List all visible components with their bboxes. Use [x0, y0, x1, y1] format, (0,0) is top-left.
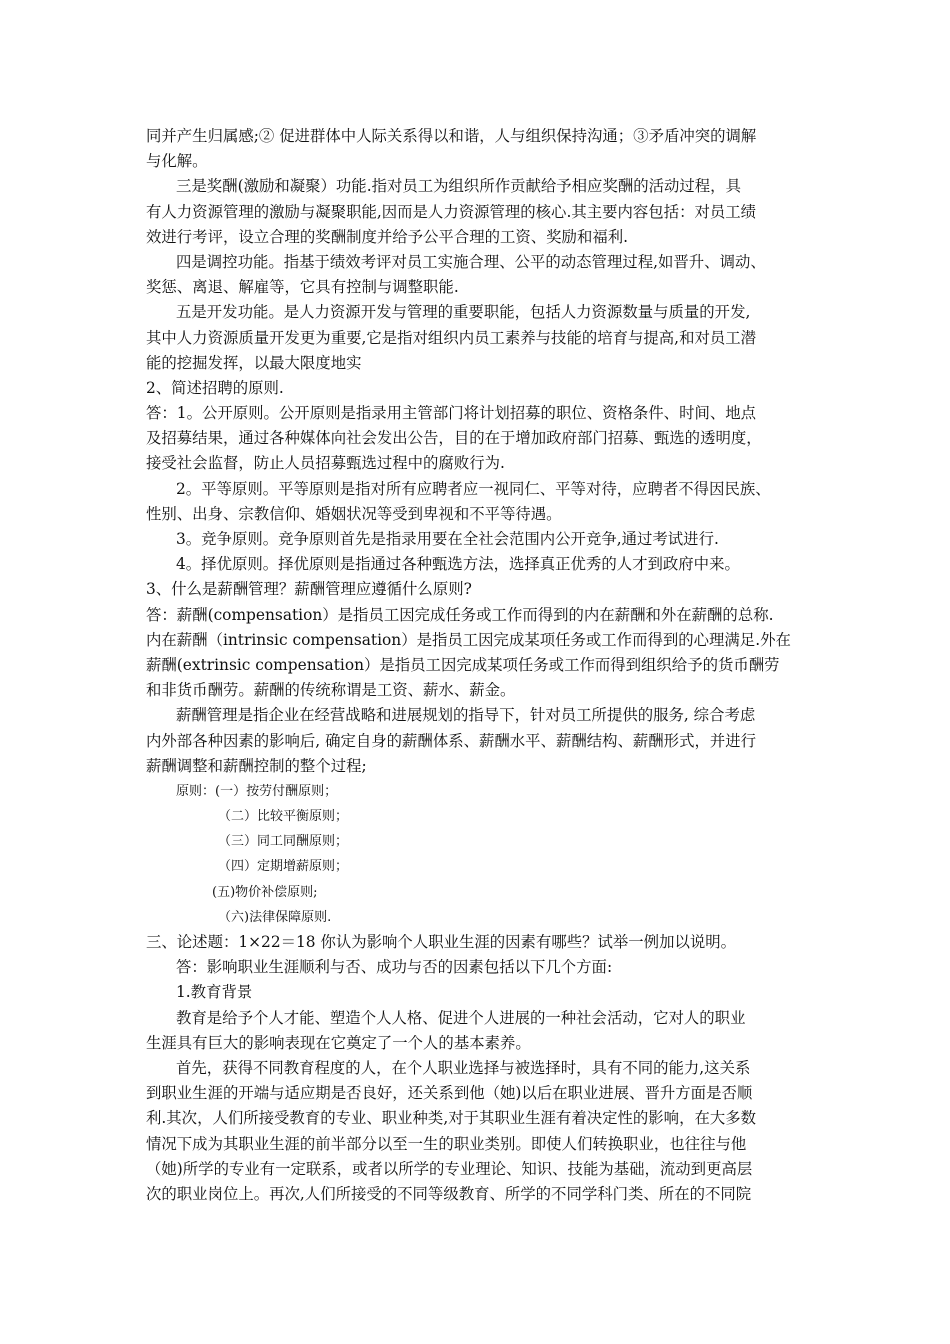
text-line: 五是开发功能。是人力资源开发与管理的重要职能，包括人力资源数量与质量的开发, [176, 303, 751, 322]
text-line: 薪酬管理是指企业在经营战略和进展规划的指导下，针对员工所提供的服务, 综合考虑 [176, 706, 756, 725]
text-line: 接受社会监督，防止人员招募甄选过程中的腐败行为. [146, 454, 505, 473]
text-line: 次的职业岗位上。再次,人们所接受的不同等级教育、所学的不同学科门类、所在的不同院 [146, 1184, 752, 1203]
text-line: 答：薪酬(compensation）是指员工因完成任务或工作而得到的内在薪酬和外在薪酬的总称. [146, 605, 774, 624]
principle-list-item: (五)物价补偿原则; [212, 884, 318, 900]
text-line: 能的挖掘发挥，以最大限度地实 [146, 353, 362, 372]
text-line: 到职业生涯的开端与适应期是否良好，还关系到他（她)以后在职业进展、晋升方面是否顺 [146, 1084, 753, 1103]
text-line: 薪酬(extrinsic compensation）是指员工因完成某项任务或工作而得到组织给予的货币酬劳 [146, 655, 780, 674]
text-line: 及招募结果，通过各种媒体向社会发出公告，目的在于增加政府部门招募、甄选的透明度， [146, 429, 762, 448]
text-line: 首先，获得不同教育程度的人，在个人职业选择与被选择时，具有不同的能力,这关系 [176, 1058, 751, 1077]
principle-list-item: （三）同工同酬原则； [218, 834, 349, 850]
text-line: 奖惩、离退、解雇等，它具有控制与调整职能. [146, 278, 459, 297]
text-line: 和非货币酬劳。薪酬的传统称谓是工资、薪水、薪金。 [146, 681, 516, 700]
document-page [146, 124, 818, 1207]
text-line: 有人力资源管理的激励与凝聚职能,因而是人力资源管理的核心.其主要内容包括：对员工绩 [146, 202, 757, 221]
text-line: 利.其次，人们所接受教育的专业、职业种类,对于其职业生涯有着决定性的影响，在大多数 [146, 1109, 757, 1128]
text-line: 生涯具有巨大的影响表现在它奠定了一个人的基本素养。 [146, 1033, 531, 1052]
principle-list-item: （二）比较平衡原则； [218, 809, 349, 825]
section-heading: 3、什么是薪酬管理？薪酬管理应遵循什么原则? [146, 580, 472, 599]
principle-list-item: 原则：(一）按劳付酬原则； [176, 783, 338, 799]
text-line: 薪酬调整和薪酬控制的整个过程; [146, 756, 367, 775]
text-line: 教育是给予个人才能、塑造个人人格、促进个人进展的一种社会活动，它对人的职业 [176, 1008, 746, 1027]
text-line: 与化解。 [146, 152, 208, 171]
text-line: 内在薪酬（intrinsic compensation）是指员工因完成某项任务或工作而得到的心理满足.外在 [146, 630, 791, 649]
subheading: 1.教育背景 [176, 983, 253, 1002]
text-line: 4。择优原则。择优原则是指通过各种甄选方法，选择真正优秀的人才到政府中来。 [176, 555, 740, 574]
section-heading: 三、论述题：1×22＝18 你认为影响个人职业生涯的因素有哪些？试举一例加以说明。 [146, 933, 737, 951]
text-line: 情况下成为其职业生涯的前半部分以至一生的职业类别。即使人们转换职业，也往往与他 [146, 1134, 747, 1153]
principle-list-item: （六)法律保障原则. [218, 909, 332, 925]
text-line: 同并产生归属感;② 促进群体中人际关系得以和谐，人与组织保持沟通；③矛盾冲突的调解 [146, 127, 757, 145]
principle-list-item: （四）定期增薪原则； [218, 859, 349, 875]
text-line: 其中人力资源质量开发更为重要,它是指对组织内员工素养与技能的培育与提高,和对员工潜 [146, 328, 757, 347]
text-line: 答：1。公开原则。公开原则是指录用主管部门将计划招募的职位、资格条件、时间、地点 [146, 404, 757, 423]
section-heading: 2、简述招聘的原则. [146, 378, 284, 397]
text-line: 2。平等原则。平等原则是指对所有应聘者应一视同仁、平等对待，应聘者不得因民族、 [176, 479, 771, 498]
text-line: 答：影响职业生涯顺利与否、成功与否的因素包括以下几个方面: [176, 958, 613, 977]
text-line: 三是奖酬(激励和凝聚）功能.指对员工为组织所作贡献给予相应奖酬的活动过程，具 [176, 177, 741, 196]
text-line: 3。竞争原则。竞争原则首先是指录用要在全社会范围内公开竞争,通过考试进行. [176, 530, 719, 548]
text-line: （她)所学的专业有一定联系，或者以所学的专业理论、知识、技能为基础，流动到更高层 [146, 1159, 753, 1178]
text-line: 四是调控功能。指基于绩效考评对员工实施合理、公平的动态管理过程,如晋升、调动、 [176, 252, 766, 271]
text-line: 效进行考评，设立合理的奖酬制度并给予公平合理的工资、奖励和福利. [146, 227, 629, 246]
text-line: 性别、出身、宗教信仰、婚姻状况等受到卑视和不平等待遇。 [146, 504, 562, 523]
text-line: 内外部各种因素的影响后, 确定自身的薪酬体系、薪酬水平、薪酬结构、薪酬形式，并进行 [146, 731, 757, 750]
